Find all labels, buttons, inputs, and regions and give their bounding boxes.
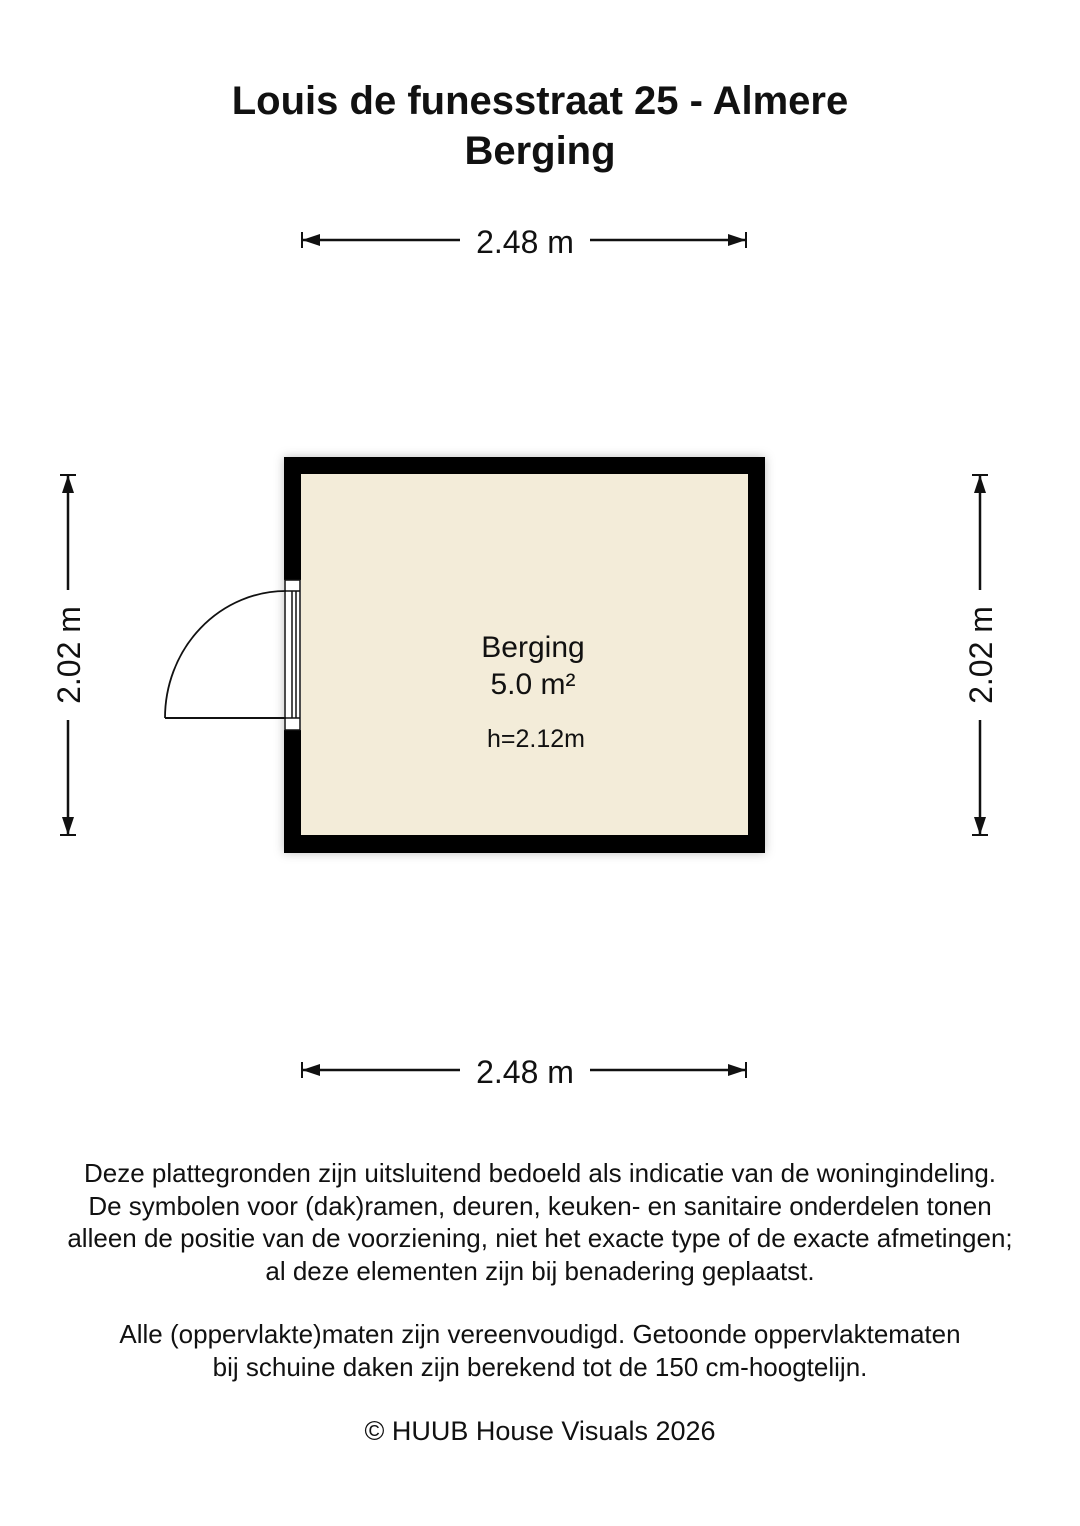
room-height: h=2.12m [487,725,585,753]
right-dimension [963,475,999,835]
arrow-left-icon [302,234,320,246]
disclaimer-line: Deze plattegronden zijn uitsluitend bedoeld als indicatie van de woningindeling. [83,1158,997,1188]
left-dimension-label: 2.02 m [51,606,87,704]
disclaimer-line: Alle (oppervlakte)maten zijn vereenvoudigd. Getoonde oppervlaktematen [119,1319,961,1349]
bottom-dimension [302,1054,746,1090]
arrow-down-icon [62,817,74,835]
disclaimer-line: bij schuine daken zijn berekend tot de 150 cm-hoogtelijn. [212,1351,868,1382]
door [165,580,301,730]
arrow-right-icon [728,234,746,246]
plan-subtitle: Berging [464,129,616,173]
disclaimer-line: alleen de positie van de voorziening, niet het exacte type of de exacte afmetingen; [67,1223,1013,1253]
right-dimension-label: 2.02 m [963,606,999,704]
top-dimension-label: 2.48 m [476,224,574,260]
bottom-dimension-label: 2.48 m [476,1054,574,1090]
disclaimer-line: De symbolen voor (dak)ramen, deuren, keuken- en sanitaire onderdelen tonen [88,1190,992,1221]
arrow-up-icon [62,475,74,493]
arrow-down-icon [974,817,986,835]
left-dimension [51,475,87,835]
top-dimension [300,224,746,260]
room-area: 5.0 m² [490,668,576,701]
room-name: Berging [481,631,585,664]
disclaimer-line: al deze elementen zijn bij benadering geplaatst. [265,1255,815,1286]
door-swing-arc [165,591,286,718]
copyright-notice: © HUUB House Visuals 2026 [364,1416,716,1446]
disclaimer-paragraph-2 [0,1318,1080,1383]
arrow-left-icon [302,1064,320,1076]
disclaimer-paragraph-1 [0,1157,1080,1287]
arrow-right-icon [728,1064,746,1076]
plan-title: Louis de funesstraat 25 - Almere [231,79,849,123]
arrow-up-icon [974,475,986,493]
